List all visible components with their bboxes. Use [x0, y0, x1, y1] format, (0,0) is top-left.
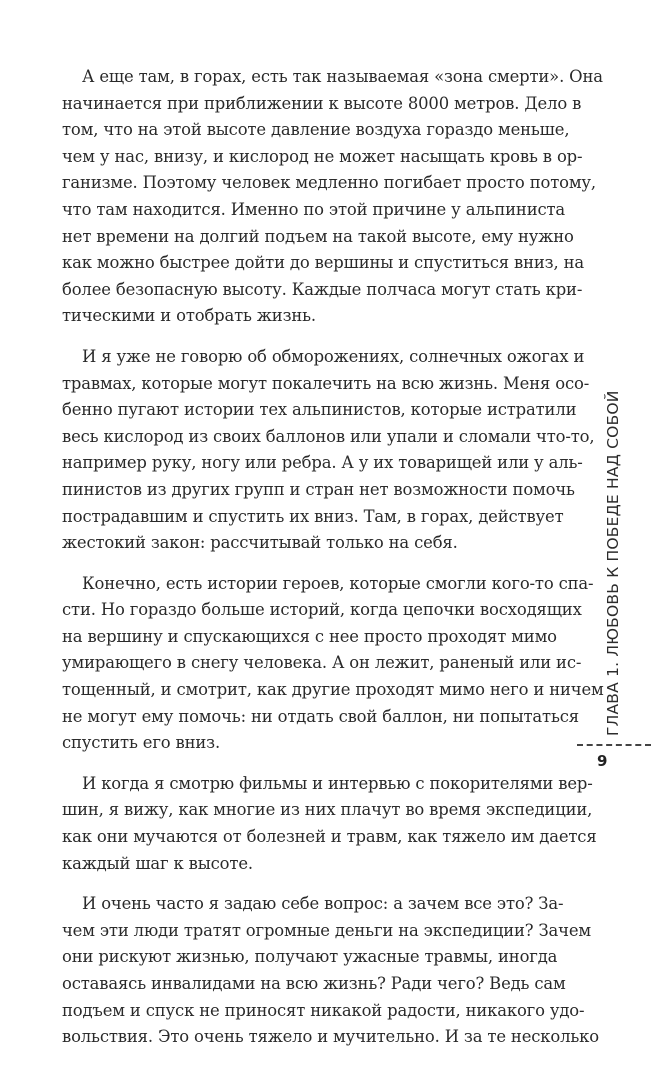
text-line: сти. Но гораздо больше историй, когда цепочки восходящих: [62, 600, 582, 620]
paragraph-4: [62, 771, 597, 877]
body-text: [62, 64, 604, 1065]
text-line: тическими и отобрать жизнь.: [62, 306, 316, 326]
text-line: И когда я смотрю фильмы и интервью с покорителями вер-: [82, 773, 593, 793]
text-line: травмах, которые могут покалечить на всю жизнь. Меня осо-: [62, 373, 590, 393]
text-line: чем у нас, внизу, и кислород не может насыщать кровь в ор-: [62, 146, 583, 166]
text-line: спустить его вниз.: [62, 733, 221, 753]
text-line: нет времени на долгий подъем на такой высоте, ему нужно: [62, 226, 574, 246]
text-line: более безопасную высоту. Каждые полчаса могут стать кри-: [62, 279, 583, 299]
chapter-title: ГЛАВА 1. ЛЮБОВЬ К ПОБЕДЕ НАД СОБОЙ: [604, 390, 622, 736]
text-line: тощенный, и смотрит, как другие проходят мимо него и ничем: [62, 680, 604, 700]
paragraph-5: [62, 891, 599, 1051]
text-line: как они мучаются от болезней и травм, как тяжело им дается: [62, 827, 597, 847]
paragraph-1: [62, 64, 603, 330]
page-number: 9: [597, 752, 608, 770]
paragraph-3: [62, 571, 604, 757]
text-line: чем эти люди тратят огромные деньги на экспедиции? Зачем: [62, 920, 592, 940]
text-line: например руку, ногу или ребра. А у их товарищей или у аль-: [62, 453, 583, 473]
running-header: [577, 300, 657, 770]
text-line: весь кислород из своих баллонов или упали и сломали что-то,: [62, 426, 595, 446]
text-line: вольствия. Это очень тяжело и мучительно. И за те несколько: [62, 1027, 599, 1047]
text-line: каждый шаг к высоте.: [62, 853, 253, 873]
text-line: ганизме. Поэтому человек медленно погибает просто потому,: [62, 173, 596, 193]
text-line: пинистов из других групп и стран нет возможности помочь: [62, 479, 575, 499]
text-line: они рискуют жизнью, получают ужасные травмы, иногда: [62, 947, 558, 967]
text-line: А еще там, в горах, есть так называемая «зона смерти». Она: [82, 67, 603, 86]
text-line: Конечно, есть истории героев, которые смогли кого-то спа-: [82, 573, 594, 593]
text-line: начинается при приближении к высоте 8000 метров. Дело в: [62, 93, 582, 113]
paragraph-2: [62, 344, 595, 557]
text-line: оставаясь инвалидами на всю жизнь? Ради чего? Ведь сам: [62, 974, 566, 993]
text-line: бенно пугают истории тех альпинистов, которые истратили: [62, 400, 577, 420]
dashed-divider: [577, 744, 651, 746]
text-line: жестокий закон: рассчитывай только на себя.: [62, 533, 458, 553]
text-line: не могут ему помочь: ни отдать свой баллон, ни попытаться: [62, 706, 579, 726]
text-line: подъем и спуск не приносят никакой радости, никакого удо-: [62, 1000, 585, 1020]
text-line: пострадавшим и спустить их вниз. Там, в горах, действует: [62, 506, 564, 526]
text-line: на вершину и спускающихся с нее просто проходят мимо: [62, 626, 557, 646]
text-line: И я уже не говорю об обморожениях, солнечных ожогах и: [82, 346, 585, 366]
text-line: шин, я вижу, как многие из них плачут во время экспедиции,: [62, 800, 593, 820]
text-line: И очень часто я задаю себе вопрос: а зачем все это? За-: [82, 894, 564, 914]
text-line: что там находится. Именно по этой причине у альпиниста: [62, 199, 566, 219]
text-line: как можно быстрее дойти до вершины и спуститься вниз, на: [62, 253, 584, 273]
text-line: том, что на этой высоте давление воздуха гораздо меньше,: [62, 120, 570, 140]
text-line: умирающего в снегу человека. А он лежит, раненый или ис-: [62, 653, 582, 673]
